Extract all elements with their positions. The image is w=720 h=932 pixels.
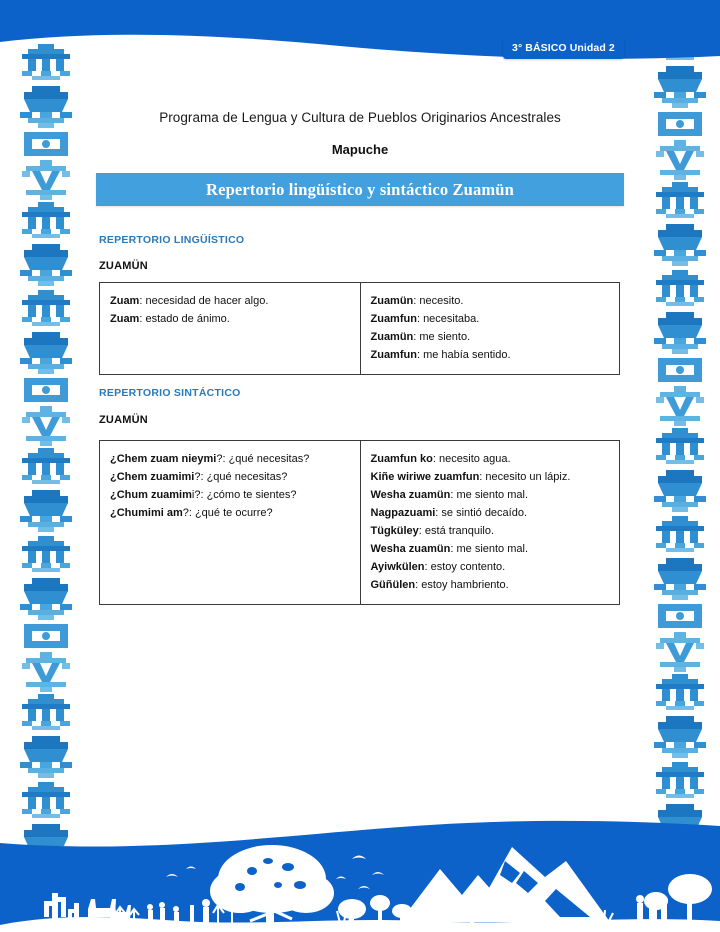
table-row	[371, 504, 610, 522]
entry-term: Kiñe wiriwe zuamfun	[370, 471, 480, 483]
entry-term: Tügküley	[370, 525, 419, 537]
entry-gloss: ?: ¿qué te ocurre?	[182, 507, 273, 519]
entry-term: Zuamfun	[370, 349, 417, 361]
table-row	[371, 450, 610, 468]
table-row	[110, 468, 350, 486]
entry-gloss: : necesidad de hacer algo.	[139, 295, 269, 307]
document-title: Repertorio lingüístico y sintáctico Zuamün	[206, 179, 514, 199]
document-title-bar	[96, 173, 624, 206]
entry-gloss: : estoy contento.	[424, 561, 506, 573]
entry-gloss: : necesito agua.	[432, 453, 511, 465]
entry-term: Nagpazuami	[370, 507, 436, 519]
table-row	[371, 522, 610, 540]
section-word-sintactico: ZUAMÜN	[99, 414, 148, 426]
table-row	[110, 310, 350, 328]
table2-right-column	[361, 441, 620, 604]
entry-term: Zuamfun	[370, 313, 417, 325]
section-word-linguistico: ZUAMÜN	[99, 260, 148, 272]
entry-gloss: : me siento mal.	[450, 543, 529, 555]
entry-term: Wesha zuamün	[370, 489, 451, 501]
table-row	[371, 292, 610, 310]
linguistic-repertoire-table	[99, 282, 620, 375]
left-ornamental-border	[14, 44, 78, 846]
entry-term: Zuamün	[370, 295, 414, 307]
table-row	[371, 540, 610, 558]
table1-right-column	[361, 283, 620, 374]
entry-term: ¿Chem zuamimi	[110, 471, 195, 483]
table-row	[110, 450, 350, 468]
entry-term: ¿Chem zuam nieymi	[110, 453, 217, 465]
entry-term: Zuamün	[370, 331, 414, 343]
table2-left-column	[100, 441, 361, 604]
entry-gloss: : necesito.	[413, 295, 464, 307]
section-heading-sintactico: REPERTORIO SINTÁCTICO	[99, 387, 241, 399]
syntactic-repertoire-table	[99, 440, 620, 605]
entry-gloss: : estoy hambriento.	[415, 579, 509, 591]
entry-gloss: : está tranquilo.	[418, 525, 495, 537]
footer-landscape	[0, 817, 720, 932]
table-row	[371, 558, 610, 576]
table-row	[110, 292, 350, 310]
entry-term: Ayiwkülen	[370, 561, 425, 573]
right-ornamental-border	[648, 44, 712, 846]
section-heading-linguistico: REPERTORIO LINGÜÍSTICO	[99, 234, 245, 246]
entry-gloss: : necesito un lápiz.	[479, 471, 571, 483]
table-row	[371, 468, 610, 486]
entry-term: ¿Chumimi am	[110, 507, 183, 519]
entry-gloss: ?: ¿qué necesitas?	[194, 471, 288, 483]
entry-gloss: : me siento mal.	[450, 489, 529, 501]
entry-term: ¿Chum zuamim	[110, 489, 192, 501]
table-row	[371, 328, 610, 346]
entry-term: Güñülen	[370, 579, 416, 591]
entry-gloss: i?: ¿cómo te sientes?	[191, 489, 297, 501]
program-subtitle: Mapuche	[331, 142, 389, 157]
table-row	[371, 486, 610, 504]
program-title: Programa de Lengua y Cultura de Pueblos Originarios Ancestrales	[159, 110, 561, 125]
table-row	[110, 486, 350, 504]
table-row	[371, 310, 610, 328]
table-row	[371, 576, 610, 594]
entry-gloss: : necesitaba.	[416, 313, 480, 325]
entry-gloss: ?: ¿qué necesitas?	[216, 453, 310, 465]
table-row	[371, 346, 610, 364]
entry-gloss: : se sintió decaído.	[435, 507, 528, 519]
entry-gloss: : estado de ánimo.	[139, 313, 230, 325]
table1-left-column	[100, 283, 361, 374]
entry-term: Zuam	[110, 295, 140, 307]
entry-term: Zuamfun ko	[370, 453, 433, 465]
entry-term: Wesha zuamün	[370, 543, 451, 555]
entry-term: Zuam	[110, 313, 140, 325]
entry-gloss: : me había sentido.	[416, 349, 511, 361]
table-row	[110, 504, 350, 522]
entry-gloss: : me siento.	[413, 331, 471, 343]
unit-badge: 3° BÁSICO Unidad 2	[503, 38, 624, 59]
